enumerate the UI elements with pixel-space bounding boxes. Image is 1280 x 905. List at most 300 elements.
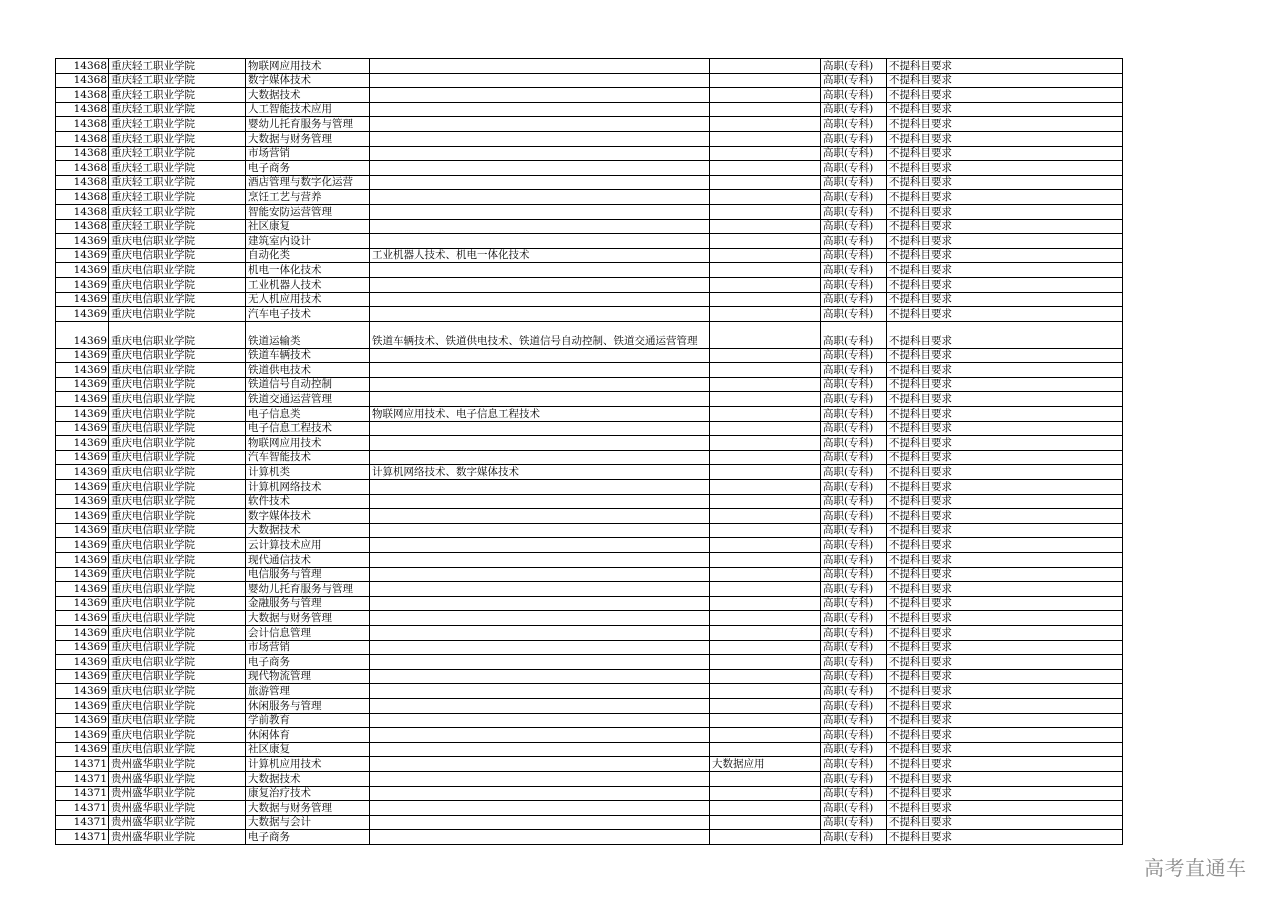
remark-cell [710, 190, 821, 205]
school-name-cell: 重庆电信职业学院 [109, 494, 246, 509]
institution-code-cell: 14369 [56, 713, 109, 728]
school-name-cell: 重庆电信职业学院 [109, 698, 246, 713]
level-cell: 高职(专科) [821, 640, 887, 655]
included-majors-cell: 物联网应用技术、电子信息工程技术 [370, 407, 710, 422]
included-majors-cell [370, 596, 710, 611]
level-cell: 高职(专科) [821, 698, 887, 713]
remark-cell [710, 655, 821, 670]
subject-requirement-cell: 不提科目要求 [887, 582, 1123, 597]
level-cell: 高职(专科) [821, 219, 887, 234]
table-row [56, 713, 1123, 728]
subject-requirement-cell: 不提科目要求 [887, 190, 1123, 205]
major-name-cell: 铁道交通运营管理 [246, 392, 370, 407]
subject-requirement-cell: 不提科目要求 [887, 830, 1123, 845]
level-cell: 高职(专科) [821, 655, 887, 670]
subject-requirement-cell: 不提科目要求 [887, 523, 1123, 538]
remark-cell [710, 567, 821, 582]
included-majors-cell [370, 640, 710, 655]
level-cell: 高职(专科) [821, 436, 887, 451]
major-name-cell: 市场营销 [246, 640, 370, 655]
table-row [56, 625, 1123, 640]
school-name-cell: 重庆电信职业学院 [109, 321, 246, 348]
subject-requirement-cell: 不提科目要求 [887, 698, 1123, 713]
level-cell: 高职(专科) [821, 204, 887, 219]
major-name-cell: 大数据与财务管理 [246, 611, 370, 626]
remark-cell [710, 234, 821, 249]
included-majors-cell [370, 582, 710, 597]
major-name-cell: 婴幼儿托育服务与管理 [246, 117, 370, 132]
level-cell: 高职(专科) [821, 161, 887, 176]
level-cell: 高职(专科) [821, 567, 887, 582]
table-row [56, 88, 1123, 103]
major-name-cell: 计算机应用技术 [246, 757, 370, 772]
institution-code-cell: 14369 [56, 348, 109, 363]
table-row [56, 377, 1123, 392]
remark-cell [710, 509, 821, 524]
institution-code-cell: 14369 [56, 480, 109, 495]
table-row [56, 175, 1123, 190]
subject-requirement-cell: 不提科目要求 [887, 596, 1123, 611]
included-majors-cell [370, 363, 710, 378]
school-name-cell: 贵州盛华职业学院 [109, 830, 246, 845]
table-row [56, 742, 1123, 757]
subject-requirement-cell: 不提科目要求 [887, 131, 1123, 146]
major-name-cell: 烹饪工艺与营养 [246, 190, 370, 205]
school-name-cell: 重庆电信职业学院 [109, 567, 246, 582]
institution-code-cell: 14369 [56, 277, 109, 292]
school-name-cell: 重庆电信职业学院 [109, 392, 246, 407]
institution-code-cell: 14368 [56, 102, 109, 117]
school-name-cell: 重庆电信职业学院 [109, 553, 246, 568]
remark-cell [710, 611, 821, 626]
table-row [56, 436, 1123, 451]
level-cell: 高职(专科) [821, 348, 887, 363]
school-name-cell: 重庆电信职业学院 [109, 640, 246, 655]
level-cell: 高职(专科) [821, 523, 887, 538]
institution-code-cell: 14368 [56, 146, 109, 161]
remark-cell [710, 815, 821, 830]
level-cell: 高职(专科) [821, 771, 887, 786]
remark-cell [710, 480, 821, 495]
subject-requirement-cell: 不提科目要求 [887, 421, 1123, 436]
remark-cell [710, 59, 821, 74]
table-row [56, 655, 1123, 670]
major-name-cell: 铁道信号自动控制 [246, 377, 370, 392]
institution-code-cell: 14369 [56, 392, 109, 407]
major-name-cell: 建筑室内设计 [246, 234, 370, 249]
table-row [56, 611, 1123, 626]
table-row [56, 392, 1123, 407]
remark-cell [710, 582, 821, 597]
remark-cell [710, 175, 821, 190]
level-cell: 高职(专科) [821, 292, 887, 307]
school-name-cell: 重庆电信职业学院 [109, 684, 246, 699]
level-cell: 高职(专科) [821, 494, 887, 509]
remark-cell [710, 348, 821, 363]
institution-code-cell: 14369 [56, 538, 109, 553]
table-body [56, 59, 1123, 845]
table-row [56, 480, 1123, 495]
major-name-cell: 铁道运输类 [246, 321, 370, 348]
school-name-cell: 重庆电信职业学院 [109, 450, 246, 465]
major-name-cell: 休闲体育 [246, 728, 370, 743]
institution-code-cell: 14369 [56, 421, 109, 436]
institution-code-cell: 14371 [56, 757, 109, 772]
institution-code-cell: 14369 [56, 669, 109, 684]
included-majors-cell: 铁道车辆技术、铁道供电技术、铁道信号自动控制、铁道交通运营管理 [370, 321, 710, 348]
level-cell: 高职(专科) [821, 625, 887, 640]
remark-cell [710, 117, 821, 132]
major-name-cell: 婴幼儿托育服务与管理 [246, 582, 370, 597]
level-cell: 高职(专科) [821, 117, 887, 132]
institution-code-cell: 14371 [56, 801, 109, 816]
included-majors-cell: 工业机器人技术、机电一体化技术 [370, 248, 710, 263]
institution-code-cell: 14369 [56, 292, 109, 307]
included-majors-cell [370, 480, 710, 495]
major-name-cell: 大数据与财务管理 [246, 801, 370, 816]
included-majors-cell [370, 117, 710, 132]
table-row [56, 363, 1123, 378]
subject-requirement-cell: 不提科目要求 [887, 801, 1123, 816]
included-majors-cell [370, 494, 710, 509]
included-majors-cell [370, 421, 710, 436]
institution-code-cell: 14369 [56, 509, 109, 524]
school-name-cell: 重庆电信职业学院 [109, 523, 246, 538]
school-name-cell: 贵州盛华职业学院 [109, 801, 246, 816]
included-majors-cell [370, 553, 710, 568]
remark-cell [710, 684, 821, 699]
institution-code-cell: 14369 [56, 728, 109, 743]
included-majors-cell [370, 655, 710, 670]
school-name-cell: 重庆轻工职业学院 [109, 73, 246, 88]
subject-requirement-cell: 不提科目要求 [887, 59, 1123, 74]
table-row [56, 698, 1123, 713]
included-majors-cell [370, 771, 710, 786]
school-name-cell: 重庆电信职业学院 [109, 625, 246, 640]
institution-code-cell: 14369 [56, 523, 109, 538]
major-name-cell: 酒店管理与数字化运营 [246, 175, 370, 190]
level-cell: 高职(专科) [821, 363, 887, 378]
subject-requirement-cell: 不提科目要求 [887, 655, 1123, 670]
remark-cell [710, 538, 821, 553]
table-row [56, 190, 1123, 205]
subject-requirement-cell: 不提科目要求 [887, 625, 1123, 640]
school-name-cell: 重庆电信职业学院 [109, 363, 246, 378]
remark-cell [710, 553, 821, 568]
subject-requirement-cell: 不提科目要求 [887, 553, 1123, 568]
school-name-cell: 贵州盛华职业学院 [109, 786, 246, 801]
institution-code-cell: 14369 [56, 582, 109, 597]
subject-requirement-cell: 不提科目要求 [887, 728, 1123, 743]
institution-code-cell: 14369 [56, 248, 109, 263]
remark-cell [710, 377, 821, 392]
included-majors-cell [370, 757, 710, 772]
remark-cell [710, 728, 821, 743]
subject-requirement-cell: 不提科目要求 [887, 771, 1123, 786]
school-name-cell: 重庆电信职业学院 [109, 728, 246, 743]
level-cell: 高职(专科) [821, 509, 887, 524]
level-cell: 高职(专科) [821, 88, 887, 103]
school-name-cell: 重庆电信职业学院 [109, 407, 246, 422]
subject-requirement-cell: 不提科目要求 [887, 377, 1123, 392]
school-name-cell: 重庆电信职业学院 [109, 307, 246, 322]
school-name-cell: 重庆电信职业学院 [109, 596, 246, 611]
institution-code-cell: 14369 [56, 321, 109, 348]
institution-code-cell: 14369 [56, 494, 109, 509]
institution-code-cell: 14368 [56, 131, 109, 146]
table-row [56, 73, 1123, 88]
major-name-cell: 数字媒体技术 [246, 73, 370, 88]
major-name-cell: 机电一体化技术 [246, 263, 370, 278]
level-cell: 高职(专科) [821, 742, 887, 757]
level-cell: 高职(专科) [821, 73, 887, 88]
subject-requirement-cell: 不提科目要求 [887, 786, 1123, 801]
table-row [56, 728, 1123, 743]
level-cell: 高职(专科) [821, 713, 887, 728]
institution-code-cell: 14369 [56, 436, 109, 451]
remark-cell [710, 436, 821, 451]
table-row [56, 248, 1123, 263]
subject-requirement-cell: 不提科目要求 [887, 815, 1123, 830]
institution-code-cell: 14369 [56, 684, 109, 699]
school-name-cell: 贵州盛华职业学院 [109, 757, 246, 772]
level-cell: 高职(专科) [821, 757, 887, 772]
included-majors-cell [370, 348, 710, 363]
subject-requirement-cell: 不提科目要求 [887, 102, 1123, 117]
institution-code-cell: 14369 [56, 742, 109, 757]
subject-requirement-cell: 不提科目要求 [887, 88, 1123, 103]
table-row [56, 131, 1123, 146]
subject-requirement-cell: 不提科目要求 [887, 248, 1123, 263]
included-majors-cell [370, 684, 710, 699]
remark-cell [710, 219, 821, 234]
table-row [56, 509, 1123, 524]
subject-requirement-cell: 不提科目要求 [887, 263, 1123, 278]
major-name-cell: 会计信息管理 [246, 625, 370, 640]
school-name-cell: 重庆电信职业学院 [109, 465, 246, 480]
level-cell: 高职(专科) [821, 830, 887, 845]
table-row [56, 523, 1123, 538]
major-name-cell: 电子商务 [246, 655, 370, 670]
table-row [56, 307, 1123, 322]
institution-code-cell: 14368 [56, 73, 109, 88]
institution-code-cell: 14369 [56, 465, 109, 480]
subject-requirement-cell: 不提科目要求 [887, 757, 1123, 772]
subject-requirement-cell: 不提科目要求 [887, 161, 1123, 176]
included-majors-cell: 计算机网络技术、数字媒体技术 [370, 465, 710, 480]
included-majors-cell [370, 146, 710, 161]
institution-code-cell: 14368 [56, 175, 109, 190]
institution-code-cell: 14368 [56, 204, 109, 219]
table-row [56, 204, 1123, 219]
subject-requirement-cell: 不提科目要求 [887, 117, 1123, 132]
major-name-cell: 铁道供电技术 [246, 363, 370, 378]
major-name-cell: 市场营销 [246, 146, 370, 161]
included-majors-cell [370, 190, 710, 205]
school-name-cell: 重庆电信职业学院 [109, 742, 246, 757]
major-name-cell: 人工智能技术应用 [246, 102, 370, 117]
included-majors-cell [370, 377, 710, 392]
included-majors-cell [370, 567, 710, 582]
included-majors-cell [370, 728, 710, 743]
subject-requirement-cell: 不提科目要求 [887, 509, 1123, 524]
major-name-cell: 计算机网络技术 [246, 480, 370, 495]
level-cell: 高职(专科) [821, 59, 887, 74]
included-majors-cell [370, 234, 710, 249]
remark-cell [710, 161, 821, 176]
table-row [56, 640, 1123, 655]
major-name-cell: 休闲服务与管理 [246, 698, 370, 713]
subject-requirement-cell: 不提科目要求 [887, 640, 1123, 655]
school-name-cell: 重庆电信职业学院 [109, 234, 246, 249]
institution-code-cell: 14368 [56, 219, 109, 234]
remark-cell [710, 321, 821, 348]
level-cell: 高职(专科) [821, 480, 887, 495]
included-majors-cell [370, 786, 710, 801]
included-majors-cell [370, 523, 710, 538]
institution-code-cell: 14369 [56, 567, 109, 582]
remark-cell [710, 596, 821, 611]
institution-code-cell: 14369 [56, 307, 109, 322]
table-row [56, 757, 1123, 772]
table-row [56, 815, 1123, 830]
included-majors-cell [370, 538, 710, 553]
level-cell: 高职(专科) [821, 407, 887, 422]
institution-code-cell: 14371 [56, 830, 109, 845]
included-majors-cell [370, 698, 710, 713]
institution-code-cell: 14369 [56, 698, 109, 713]
school-name-cell: 重庆电信职业学院 [109, 348, 246, 363]
table-row [56, 494, 1123, 509]
subject-requirement-cell: 不提科目要求 [887, 465, 1123, 480]
included-majors-cell [370, 88, 710, 103]
level-cell: 高职(专科) [821, 321, 887, 348]
major-name-cell: 自动化类 [246, 248, 370, 263]
level-cell: 高职(专科) [821, 131, 887, 146]
remark-cell [710, 392, 821, 407]
included-majors-cell [370, 102, 710, 117]
remark-cell [710, 363, 821, 378]
included-majors-cell [370, 509, 710, 524]
major-name-cell: 大数据技术 [246, 88, 370, 103]
remark-cell [710, 640, 821, 655]
included-majors-cell [370, 277, 710, 292]
institution-code-cell: 14368 [56, 161, 109, 176]
school-name-cell: 重庆电信职业学院 [109, 713, 246, 728]
school-name-cell: 重庆轻工职业学院 [109, 190, 246, 205]
institution-code-cell: 14369 [56, 640, 109, 655]
remark-cell [710, 830, 821, 845]
major-name-cell: 大数据技术 [246, 771, 370, 786]
subject-requirement-cell: 不提科目要求 [887, 436, 1123, 451]
remark-cell [710, 88, 821, 103]
subject-requirement-cell: 不提科目要求 [887, 204, 1123, 219]
subject-requirement-cell: 不提科目要求 [887, 219, 1123, 234]
table-row [56, 117, 1123, 132]
major-name-cell: 大数据与财务管理 [246, 131, 370, 146]
school-name-cell: 重庆电信职业学院 [109, 277, 246, 292]
institution-code-cell: 14369 [56, 377, 109, 392]
major-name-cell: 无人机应用技术 [246, 292, 370, 307]
major-name-cell: 智能安防运营管理 [246, 204, 370, 219]
institution-code-cell: 14371 [56, 786, 109, 801]
school-name-cell: 重庆轻工职业学院 [109, 59, 246, 74]
level-cell: 高职(专科) [821, 582, 887, 597]
institution-code-cell: 14368 [56, 88, 109, 103]
major-name-cell: 大数据技术 [246, 523, 370, 538]
included-majors-cell [370, 450, 710, 465]
major-name-cell: 电子信息类 [246, 407, 370, 422]
table-row [56, 538, 1123, 553]
institution-code-cell: 14368 [56, 59, 109, 74]
major-name-cell: 电子商务 [246, 161, 370, 176]
table-row [56, 786, 1123, 801]
table-row [56, 292, 1123, 307]
subject-requirement-cell: 不提科目要求 [887, 611, 1123, 626]
remark-cell [710, 277, 821, 292]
remark-cell [710, 292, 821, 307]
level-cell: 高职(专科) [821, 538, 887, 553]
remark-cell [710, 742, 821, 757]
remark-cell [710, 669, 821, 684]
school-name-cell: 重庆电信职业学院 [109, 611, 246, 626]
table-row [56, 321, 1123, 348]
major-name-cell: 物联网应用技术 [246, 59, 370, 74]
subject-requirement-cell: 不提科目要求 [887, 292, 1123, 307]
level-cell: 高职(专科) [821, 553, 887, 568]
institution-code-cell: 14369 [56, 625, 109, 640]
school-name-cell: 贵州盛华职业学院 [109, 771, 246, 786]
remark-cell [710, 786, 821, 801]
table-row [56, 596, 1123, 611]
included-majors-cell [370, 161, 710, 176]
school-name-cell: 贵州盛华职业学院 [109, 815, 246, 830]
subject-requirement-cell: 不提科目要求 [887, 669, 1123, 684]
major-name-cell: 学前教育 [246, 713, 370, 728]
school-name-cell: 重庆轻工职业学院 [109, 88, 246, 103]
table-row [56, 830, 1123, 845]
level-cell: 高职(专科) [821, 263, 887, 278]
subject-requirement-cell: 不提科目要求 [887, 146, 1123, 161]
level-cell: 高职(专科) [821, 307, 887, 322]
subject-requirement-cell: 不提科目要求 [887, 321, 1123, 348]
table-row [56, 669, 1123, 684]
included-majors-cell [370, 436, 710, 451]
school-name-cell: 重庆轻工职业学院 [109, 161, 246, 176]
remark-cell [710, 204, 821, 219]
remark-cell [710, 102, 821, 117]
level-cell: 高职(专科) [821, 175, 887, 190]
included-majors-cell [370, 307, 710, 322]
school-name-cell: 重庆电信职业学院 [109, 377, 246, 392]
remark-cell [710, 450, 821, 465]
institution-code-cell: 14369 [56, 553, 109, 568]
subject-requirement-cell: 不提科目要求 [887, 392, 1123, 407]
table-row [56, 59, 1123, 74]
school-name-cell: 重庆电信职业学院 [109, 436, 246, 451]
school-name-cell: 重庆轻工职业学院 [109, 175, 246, 190]
major-name-cell: 电信服务与管理 [246, 567, 370, 582]
remark-cell [710, 523, 821, 538]
included-majors-cell [370, 830, 710, 845]
table-row [56, 161, 1123, 176]
institution-code-cell: 14369 [56, 407, 109, 422]
included-majors-cell [370, 713, 710, 728]
table-row [56, 801, 1123, 816]
table-row [56, 567, 1123, 582]
remark-cell [710, 494, 821, 509]
table-row [56, 465, 1123, 480]
